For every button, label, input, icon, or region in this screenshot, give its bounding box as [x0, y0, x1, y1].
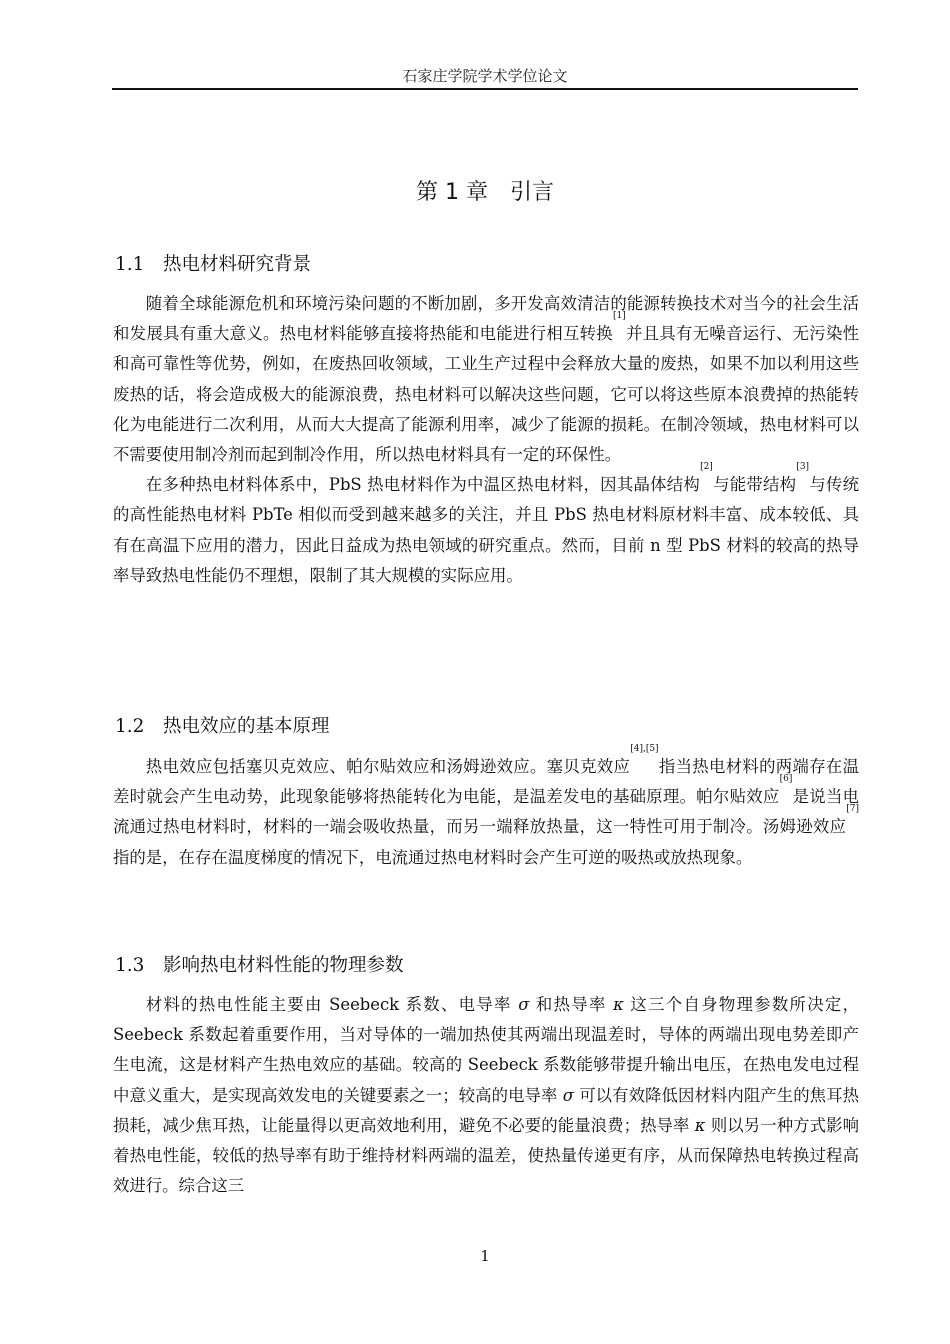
section-1-3-body: [113, 990, 859, 1201]
text-run: 是说当电流通过热电材料时，材料的一端会吸收热量，而另一端释放热量，这一特性可用于制冷。汤姆逊效应: [113, 787, 860, 837]
citation-marker: [7]: [846, 804, 859, 815]
citation-marker: [1]: [612, 311, 626, 322]
running-header: 石家庄学院学术学位论文: [402, 67, 568, 85]
chapter-name: 引言: [509, 180, 554, 205]
text-run: 这三个自身物理参数所决定，Seebeck 系数起着重要作用，当对导体的一端加热使其两端出现温差时，导体的两端出现电势差即产生电流，这是材料产生热电效应的基础。较高的 Seebeck 系数能够带提升输出电压，在热电发电过程中意义重大，是实现高效发电的关键要素之一；较高的电导率: [113, 995, 859, 1105]
text-run: 在多种热电材料体系中，PbS 热电材料作为中温区热电材料，因其晶体结构: [145, 475, 701, 495]
text-run: 可以有效降低因材料内阻产生的焦耳热损耗，减少焦耳热，让能量得以更高效地利用，避免不必要的能量浪费；热导率: [113, 1085, 859, 1135]
paragraph-principles: [113, 744, 860, 873]
chapter-title: [112, 176, 858, 210]
section-number: 1.1: [115, 254, 145, 275]
section-number: 1.2: [115, 716, 145, 737]
section-title: 热电效应的基本原理: [163, 716, 330, 737]
paragraph-parameters: [113, 990, 859, 1201]
section-1-1-body: [113, 289, 859, 591]
text-run: 材料的热电性能主要由 Seebeck 系数、电导率: [145, 995, 519, 1014]
text-run: 指当热电材料的两端存在温差时就会产生电动势，此现象能够将热能转化为电能，是温差发电的基础原理。帕尔贴效应: [113, 757, 860, 807]
section-title: 热电材料研究背景: [163, 254, 312, 275]
text-run: 则以另一种方式影响着热电性能，较低的热导率有助于维持材料两端的温差，使热量传递更有序，从而保障热电转换过程高效进行。综合这三: [113, 1115, 859, 1196]
citation-marker: [3]: [796, 462, 810, 473]
chapter-number: 第 1 章: [416, 180, 488, 205]
section-1-2-body: [113, 744, 860, 873]
sigma-symbol: σ: [562, 1085, 574, 1105]
page-number: 1: [480, 1247, 490, 1265]
section-title: 影响热电材料性能的物理参数: [163, 955, 404, 976]
section-heading-1-1: [115, 251, 855, 279]
paragraph-background-2: [113, 462, 860, 591]
paragraph-background-1: [113, 289, 860, 473]
text-run: 指的是，在存在温度梯度的情况下，电流通过热电材料时会产生可逆的吸热或放热现象。: [113, 847, 753, 867]
kappa-symbol: κ: [694, 1115, 706, 1135]
text-run: 和热导率: [529, 995, 614, 1014]
section-number: 1.3: [115, 955, 145, 976]
text-run: 随着全球能源危机和环境污染问题的不断加剧，多开发高效清洁的能源转换技术对当今的社会生活和发展具有重大意义。热电材料能够直接将热能和电能进行相互转换: [113, 294, 859, 344]
citation-marker: [4],[5]: [630, 744, 659, 754]
kappa-symbol: κ: [613, 995, 624, 1014]
section-heading-1-3: [115, 952, 855, 980]
citation-marker: [6]: [779, 774, 793, 785]
text-run: 热电效应包括塞贝克效应、帕尔贴效应和汤姆逊效应。塞贝克效应: [145, 757, 631, 776]
citation-marker: [2]: [700, 462, 713, 473]
sigma-symbol: σ: [518, 995, 530, 1014]
text-run: 与传统的高性能热电材料 PbTe 相似而受到越来越多的关注，并且 PbS 热电材料原材料丰富、成本较低、具有在高温下应用的潜力，因此日益成为热电领域的研究重点。然而，目前 n 型 PbS 材料的较高的热导率导致热电性能仍不理想，限制了其大规模的实际应用。: [113, 475, 860, 585]
section-heading-1-2: [115, 713, 855, 741]
header-rule: [112, 88, 858, 90]
text-run: 与能带结构: [712, 475, 797, 495]
text-run: 并且具有无噪音运行、无污染性和高可靠性等优势，例如，在废热回收领域，工业生产过程中会释放大量的废热，如果不加以利用这些废热的话，将会造成极大的能源浪费，热电材料可以解决这些问题，它可以将这些原本浪费掉的热能转化为电能进行二次利用，从而大大提高了能源利用率，减少了能源的损耗。在制冷领域，热电材料可以不需要使用制冷剂而起到制冷作用，所以热电材料具有一定的环保性。: [113, 324, 860, 465]
